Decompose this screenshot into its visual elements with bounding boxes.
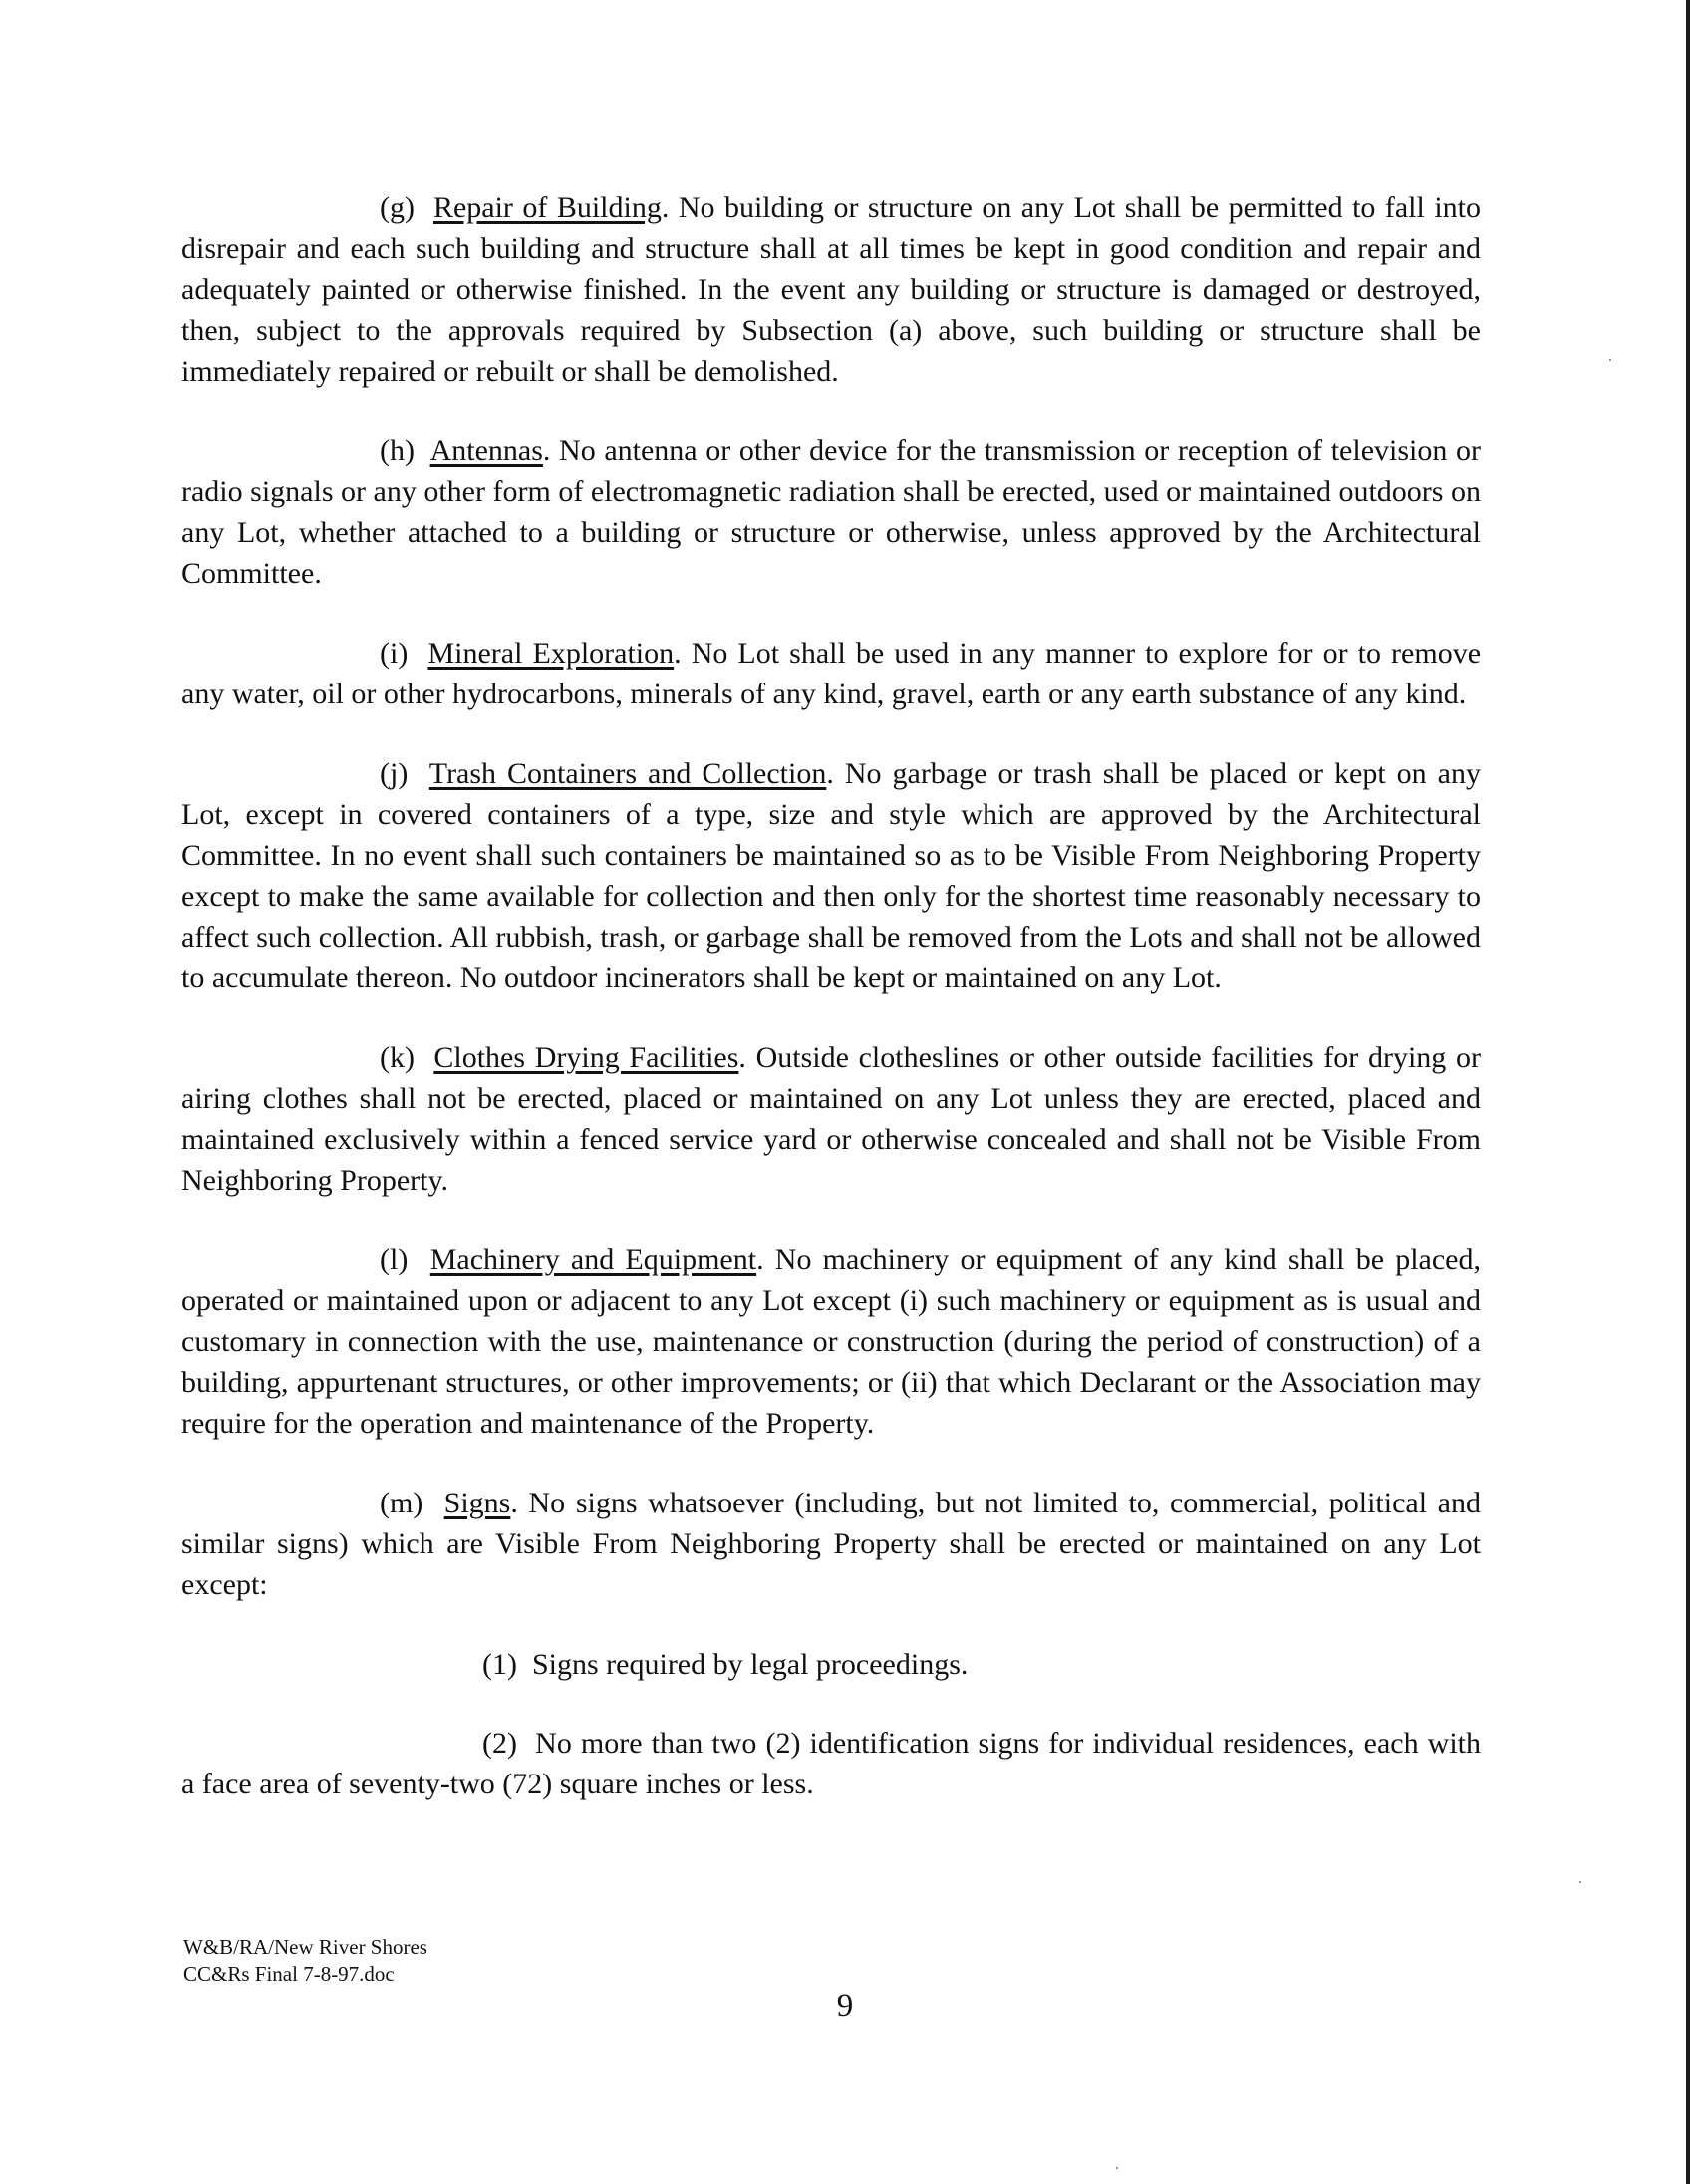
- scan-speck: [1116, 2167, 1118, 2169]
- section-heading: Mineral Exploration: [427, 637, 675, 670]
- scan-speck: [1579, 1881, 1581, 1883]
- section-heading: Trash Containers and Collection: [428, 757, 827, 790]
- section-marker: (j): [380, 757, 409, 790]
- footer-file-line-1: W&B/RA/New River Shores: [183, 1935, 427, 1959]
- section-i-mineral-exploration: [181, 633, 1481, 714]
- footer-file-line-2: CC&Rs Final 7-8-97.doc: [183, 1962, 395, 1986]
- section-heading: Signs: [443, 1487, 511, 1519]
- section-body: . No signs whatsoever (including, but not limited to, commercial, political and similar signs) which are Visible From Neighboring Property shall be erected or maintained on any Lot except:: [181, 1487, 1482, 1601]
- section-heading: Antennas: [429, 434, 543, 467]
- scan-speck: [1609, 359, 1611, 361]
- section-heading: Clothes Drying Facilities: [433, 1041, 739, 1074]
- section-j-trash-containers: [181, 753, 1481, 998]
- section-heading: Repair of Building: [432, 191, 662, 224]
- section-marker: (h): [380, 434, 415, 467]
- page-edge-border: [1686, 0, 1690, 2184]
- section-k-clothes-drying: [181, 1037, 1481, 1201]
- subitem-marker: (1): [482, 1648, 517, 1681]
- subitem-text: No more than two (2) identification signs for individual residences, each with a face area of seventy-two (72) square inches or less.: [181, 1727, 1482, 1800]
- signs-subitem-2: [181, 1723, 1481, 1804]
- subitem-text: Signs required by legal proceedings.: [531, 1648, 969, 1681]
- section-m-signs: [181, 1483, 1481, 1605]
- section-heading: Machinery and Equipment: [429, 1243, 757, 1276]
- section-marker: (m): [380, 1487, 423, 1519]
- section-h-antennas: [181, 430, 1481, 594]
- section-marker: (i): [380, 637, 409, 670]
- section-marker: (l): [380, 1243, 409, 1276]
- section-body: . No building or structure on any Lot shall be permitted to fall into disrepair and each such building and structure shall at all times be kept in good condition and repair and adequately painted or otherwise finished. In the event any building or structure is damaged or destroyed, then, subject to the approvals required by Subsection (a) above, such building or structure shall be immediately repaired or rebuilt or shall be demolished.: [181, 191, 1481, 388]
- signs-subitem-1: [181, 1644, 1481, 1685]
- subitem-marker: (2): [482, 1727, 517, 1760]
- section-body: . No antenna or other device for the transmission or reception of television or radio signals or any other form of electromagnetic radiation shall be erected, used or maintained outdoors on any Lot, whether attached to a building or structure or otherwise, unless approved by the Architectural Committee.: [181, 434, 1481, 590]
- section-g-repair-of-building: [181, 187, 1481, 392]
- section-body: . Outside clotheslines or other outside facilities for drying or airing clothes shall not be erected, placed or maintained on any Lot unless they are erected, placed and maintained exclusively within a fenced service yard or otherwise concealed and shall not be Visible From Neighboring Property.: [181, 1041, 1481, 1197]
- section-body: . No Lot shall be used in any manner to explore for or to remove any water, oil or other hydrocarbons, minerals of any kind, gravel, earth or any earth substance of any kind.: [181, 637, 1482, 710]
- page-number: 9: [836, 1988, 854, 2024]
- section-body: . No machinery or equipment of any kind shall be placed, operated or maintained upon or adjacent to any Lot except (i) such machinery or equipment as is usual and customary in connection with the use, maintenance or construction (during the period of construction) of a building, appurtenant structures, or other improvements; or (ii) that which Declarant or the Association may require for the operation and maintenance of the Property.: [181, 1243, 1481, 1440]
- section-l-machinery: [181, 1239, 1481, 1444]
- section-marker: (g): [380, 191, 415, 224]
- document-footer: [183, 1934, 427, 1988]
- section-body: . No garbage or trash shall be placed or kept on any Lot, except in covered containers of a type, size and style which are approved by the Architectural Committee. In no event shall such containers be maintained so as to be Visible From Neighboring Property except to make the same available for collection and then only for the shortest time reasonably necessary to affect such collection. All rubbish, trash, or garbage shall be removed from the Lots and shall not be allowed to accumulate thereon. No outdoor incinerators shall be kept or maintained on any Lot.: [181, 757, 1481, 994]
- document-page: [181, 187, 1481, 1842]
- section-marker: (k): [380, 1041, 415, 1074]
